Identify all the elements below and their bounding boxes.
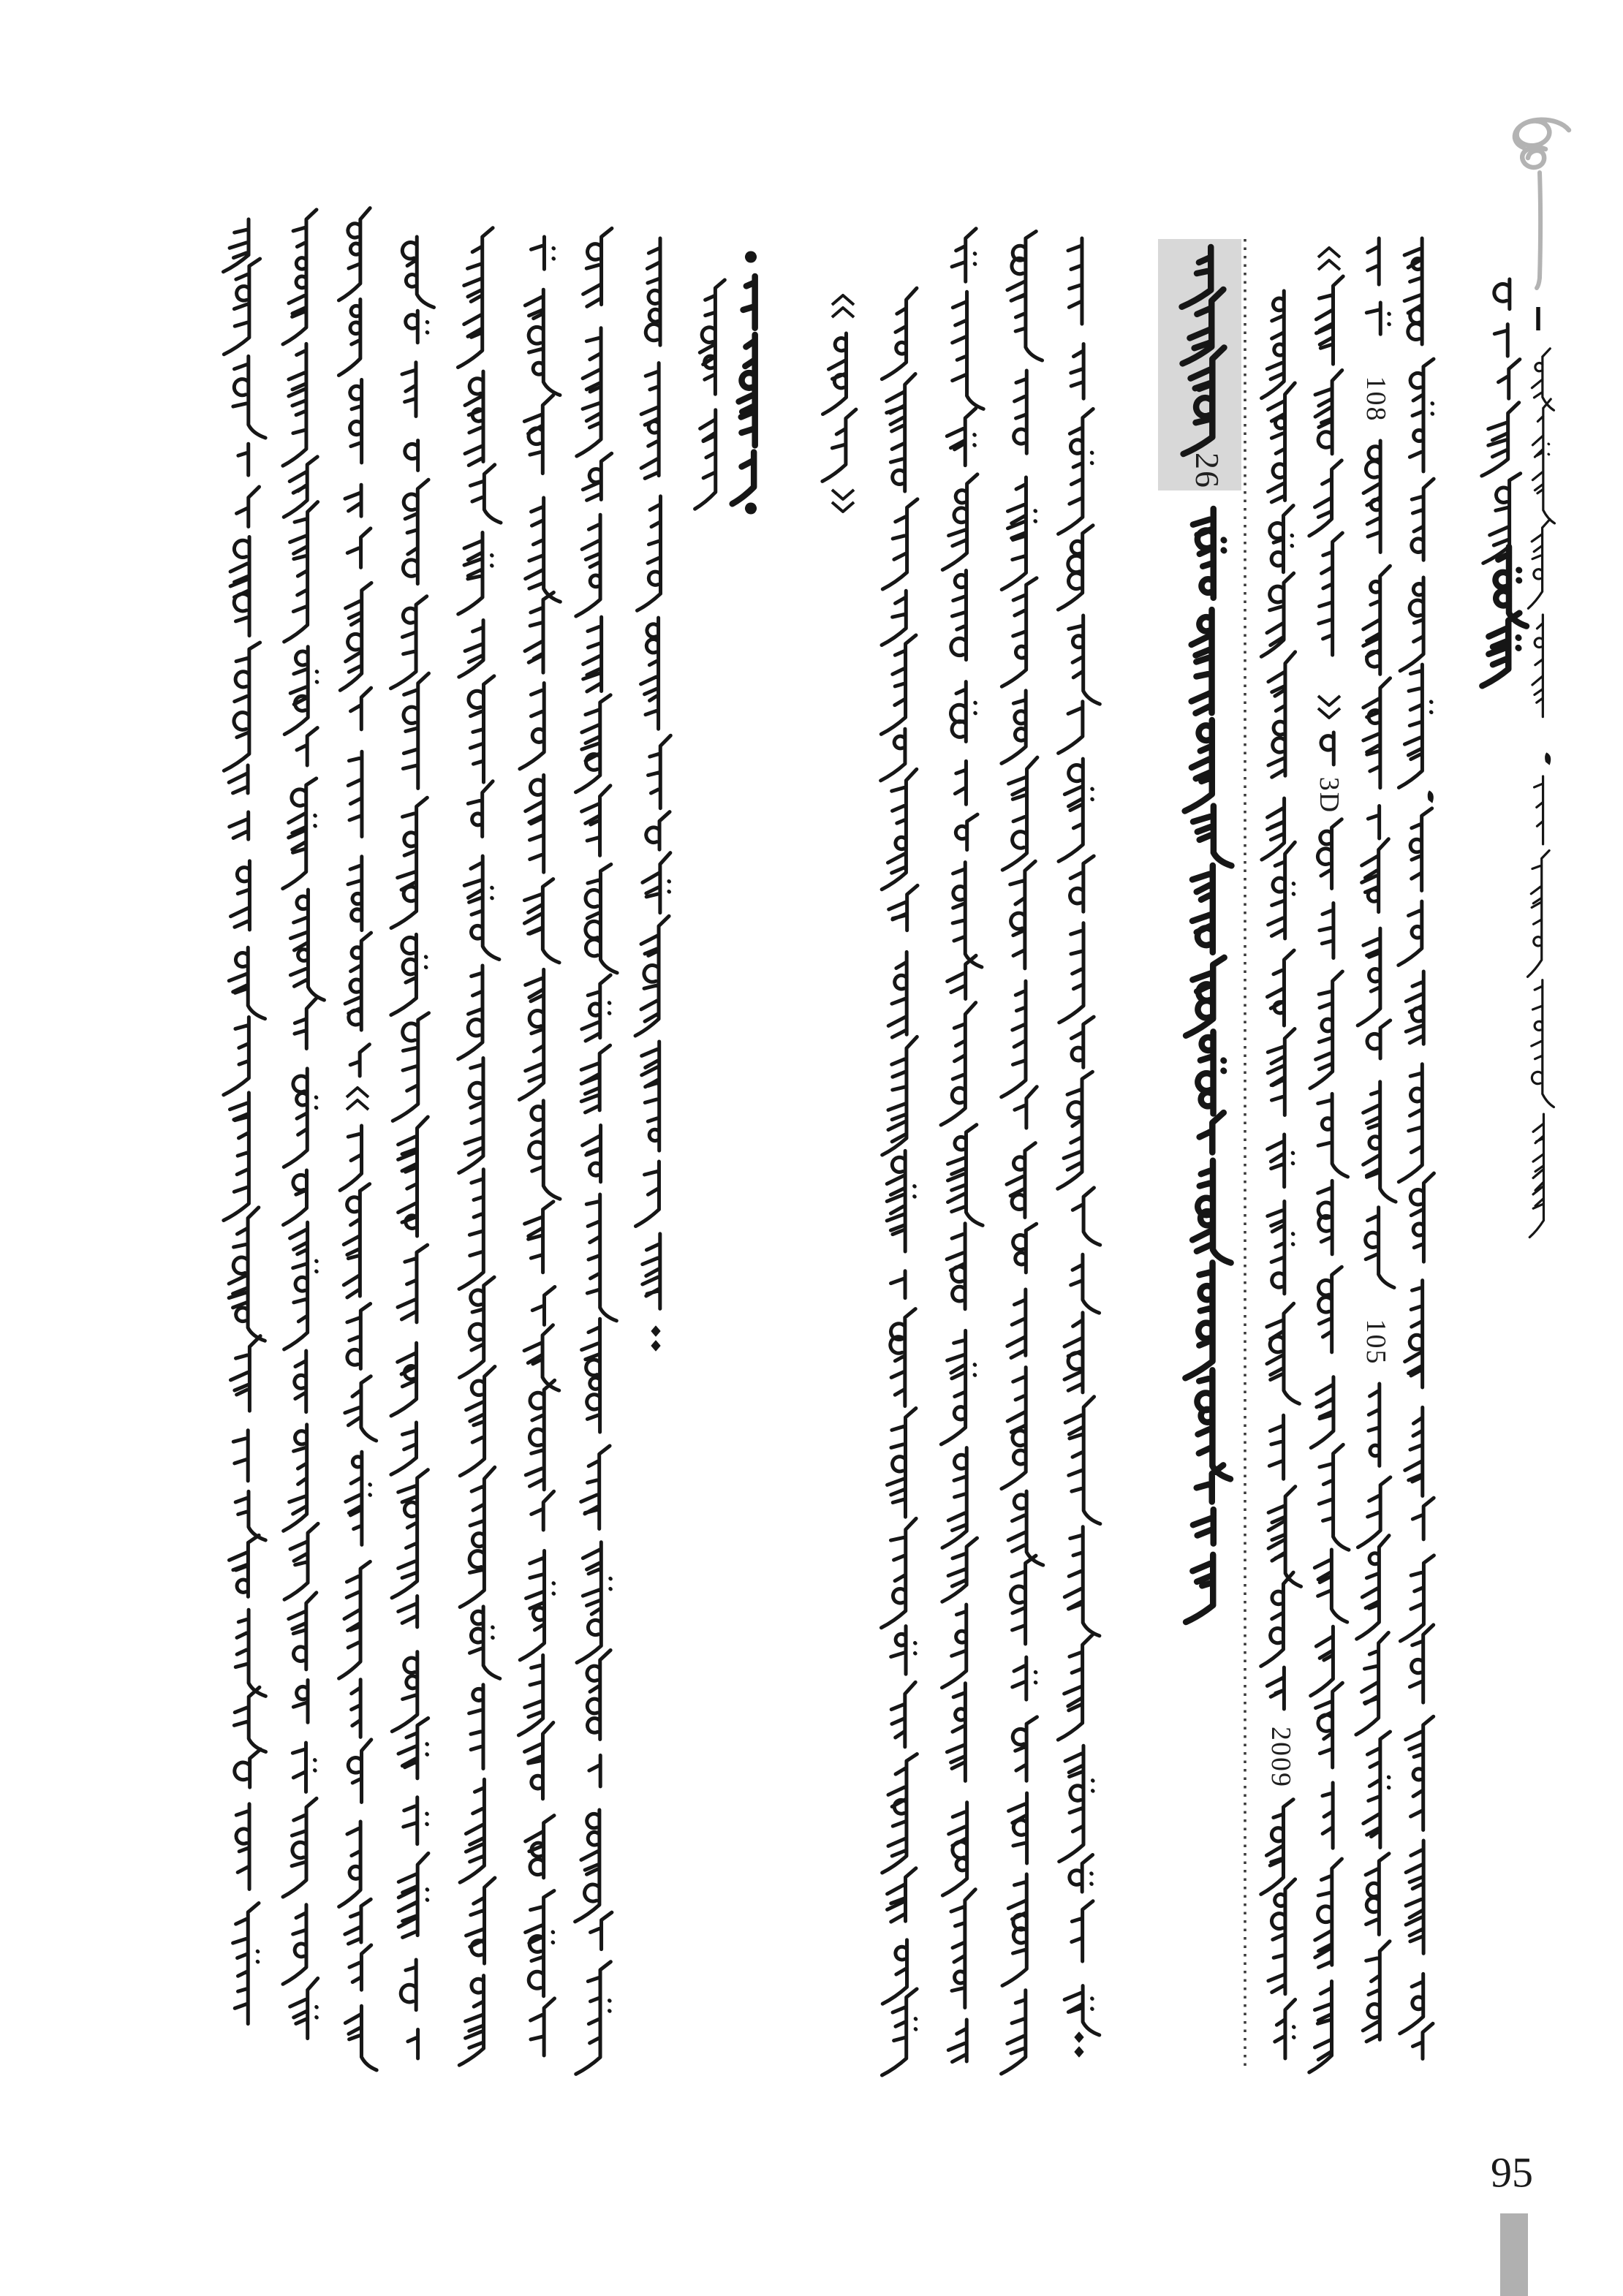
body-column-7 bbox=[575, 228, 617, 2074]
body-column-1 bbox=[1058, 238, 1100, 2035]
body-column-5 bbox=[695, 280, 725, 509]
body-column-11 bbox=[338, 208, 377, 2070]
mongolian-comma-mark bbox=[1428, 791, 1433, 803]
body-column-c bbox=[1309, 276, 1349, 2072]
body-column-13 bbox=[223, 219, 265, 2024]
page-number: 95 bbox=[1491, 2148, 1533, 2197]
body-column-2 bbox=[1002, 232, 1043, 2074]
quote-close-mark bbox=[832, 490, 854, 512]
body-column-b bbox=[1356, 238, 1396, 2042]
inline-numeral: 26 bbox=[1189, 452, 1226, 489]
quote-close-mark bbox=[1318, 696, 1340, 718]
header-ornament bbox=[1245, 120, 1569, 2070]
entry-heading bbox=[1182, 247, 1225, 454]
header-title-main bbox=[1482, 279, 1521, 563]
quote-open-mark bbox=[1318, 248, 1340, 270]
mongolian-colon-mark bbox=[1075, 2032, 1083, 2057]
subheading-bullet bbox=[746, 503, 757, 514]
inline-numeral: 108 bbox=[1361, 376, 1391, 423]
body-column-9 bbox=[458, 228, 501, 2065]
body-column-8 bbox=[518, 237, 560, 2056]
body-column-d bbox=[1261, 291, 1301, 2058]
inline-numeral: 105 bbox=[1361, 1319, 1391, 1365]
body-column-6 bbox=[635, 238, 670, 1308]
subheading-bullet bbox=[746, 251, 757, 262]
body-column-10 bbox=[391, 237, 434, 2058]
inline-numeral: 3D bbox=[1314, 776, 1344, 814]
subheading-bulleted bbox=[733, 276, 755, 504]
quote-open-mark bbox=[832, 295, 854, 317]
body-column-4 bbox=[881, 288, 918, 2075]
running-title bbox=[1528, 349, 1555, 1238]
body-column-a bbox=[1399, 238, 1434, 2058]
page-edge-tab-icon bbox=[1500, 2213, 1528, 2296]
header-title-bold bbox=[1482, 547, 1526, 686]
flourish-icon bbox=[1515, 120, 1569, 167]
mongolian-colon-mark bbox=[651, 1326, 660, 1351]
flourish-stem bbox=[1537, 173, 1540, 288]
quoted-title-line bbox=[822, 333, 856, 481]
body-column-3 bbox=[941, 229, 983, 2062]
inline-numeral: 2009 bbox=[1266, 1727, 1296, 1788]
quote-open-mark bbox=[347, 1088, 368, 1110]
body-column-12 bbox=[283, 210, 325, 2039]
entry-heading-continuation bbox=[1185, 509, 1232, 1622]
mongolian-comma-mark bbox=[1546, 753, 1551, 765]
